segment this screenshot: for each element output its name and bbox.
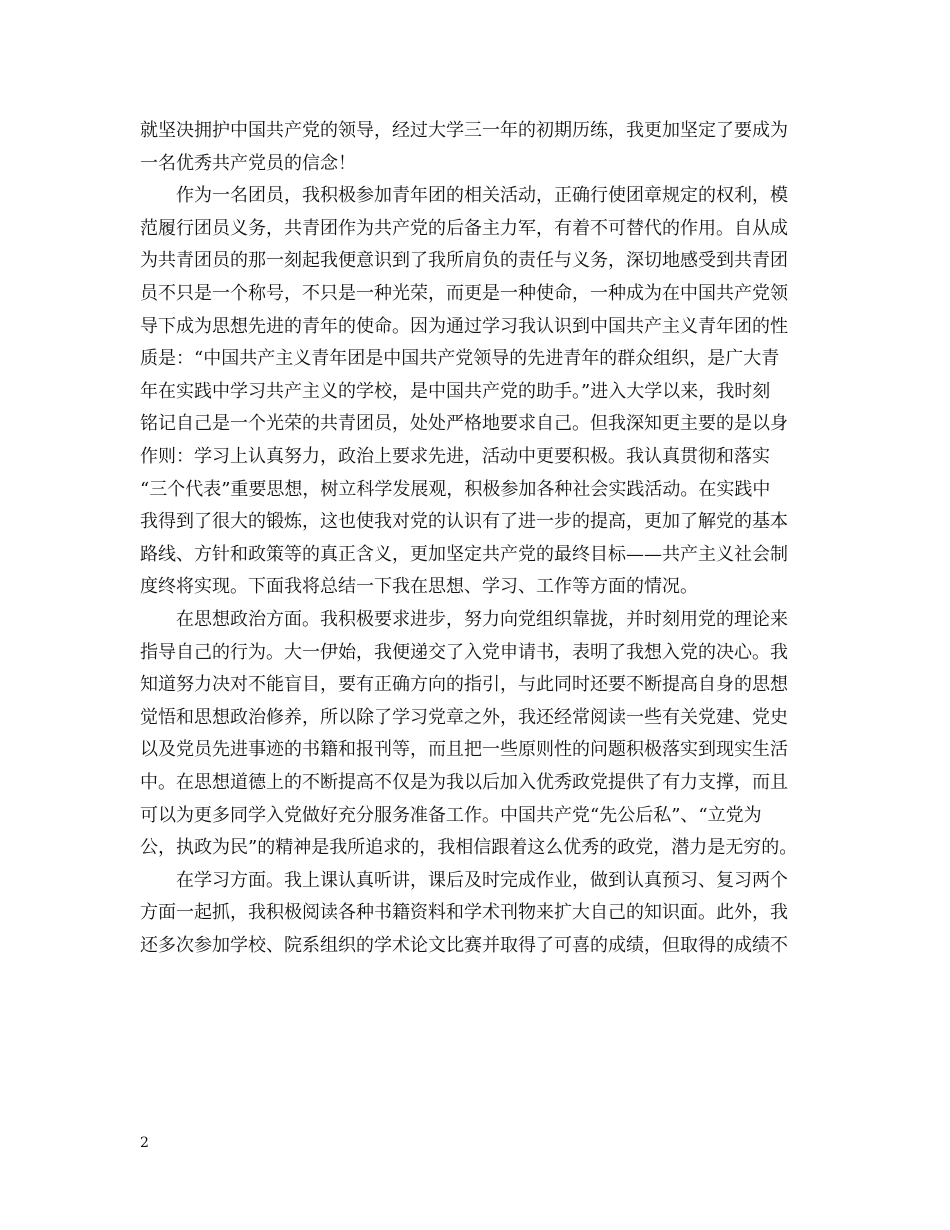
text-line: 质是：“中国共产主义青年团是中国共产党领导的先进青年的群众组织，是广大青 <box>140 348 780 369</box>
page-number: 2 <box>140 1135 149 1151</box>
text-line: 为共青团员的那一刻起我便意识到了我所肩负的责任与义务，深切地感受到共青团 <box>140 250 788 271</box>
text-line: 员不只是一个称号，不只是一种光荣，而更是一种使命，一种成为在中国共产党领 <box>140 283 788 304</box>
text-line: 就坚决拥护中国共产党的领导，经过大学三一年的初期历练，我更加坚定了要成为 <box>140 120 788 141</box>
text-line: 铭记自己是一个光荣的共青团员，处处严格地要求自己。但我深知更主要的是以身 <box>140 413 788 434</box>
text-line: 作为一名团员，我积极参加青年团的相关活动，正确行使团章规定的权利，模 <box>140 185 788 206</box>
text-line: 公，执政为民”的精神是我所追求的，我相信跟着这么优秀的政党，潜力是无穷的。 <box>140 837 798 858</box>
text-line: “三个代表”重要思想，树立科学发展观，积极参加各种社会实践活动。在实践中 <box>140 479 771 500</box>
text-line: 以及党员先进事迹的书籍和报刊等，而且把一些原则性的问题积极落实到现实生活 <box>140 739 788 760</box>
text-line: 觉悟和思想政治修养，所以除了学习党章之外，我还经常阅读一些有关党建、党史 <box>140 707 788 728</box>
text-line: 一名优秀共产党员的信念！ <box>140 153 356 174</box>
text-line: 方面一起抓，我积极阅读各种书籍资料和学术刊物来扩大自己的知识面。此外，我 <box>140 902 788 923</box>
text-line: 中。在思想道德上的不断提高不仅是为我以后加入优秀政党提供了有力支撑，而且 <box>140 772 788 793</box>
text-line: 导下成为思想先进的青年的使命。因为通过学习我认识到中国共产主义青年团的性 <box>140 316 788 337</box>
text-line: 在思想政治方面。我积极要求进步，努力向党组织靠拢，并时刻用党的理论来 <box>140 609 788 630</box>
text-line: 可以为更多同学入党做好充分服务准备工作。中国共产党“先公后私”、“立党为 <box>140 805 762 826</box>
text-line: 路线、方针和政策等的真正含义，更加坚定共产党的最终目标——共产主义社会制 <box>140 544 788 565</box>
text-line: 我得到了很大的锻炼，这也使我对党的认识有了进一步的提高，更加了解党的基本 <box>140 511 788 532</box>
text-line: 还多次参加学校、院系组织的学术论文比赛并取得了可喜的成绩，但取得的成绩不 <box>140 935 788 956</box>
text-line: 度终将实现。下面我将总结一下我在思想、学习、工作等方面的情况。 <box>140 576 698 597</box>
text-line: 作则：学习上认真努力，政治上要求先进，活动中更要积极。我认真贯彻和落实 <box>140 446 770 467</box>
text-line: 指导自己的行为。大一伊始，我便递交了入党申请书，表明了我想入党的决心。我 <box>140 642 788 663</box>
text-line: 知道努力决对不能盲目，要有正确方向的指引，与此同时还要不断提高自身的思想 <box>140 674 788 695</box>
text-line: 范履行团员义务，共青团作为共产党的后备主力军，有着不可替代的作用。自从成 <box>140 218 788 239</box>
text-line: 年在实践中学习共产主义的学校，是中国共产党的助手。”进入大学以来，我时刻 <box>140 381 771 402</box>
text-line: 在学习方面。我上课认真听讲，课后及时完成作业，做到认真预习、复习两个 <box>140 870 788 891</box>
